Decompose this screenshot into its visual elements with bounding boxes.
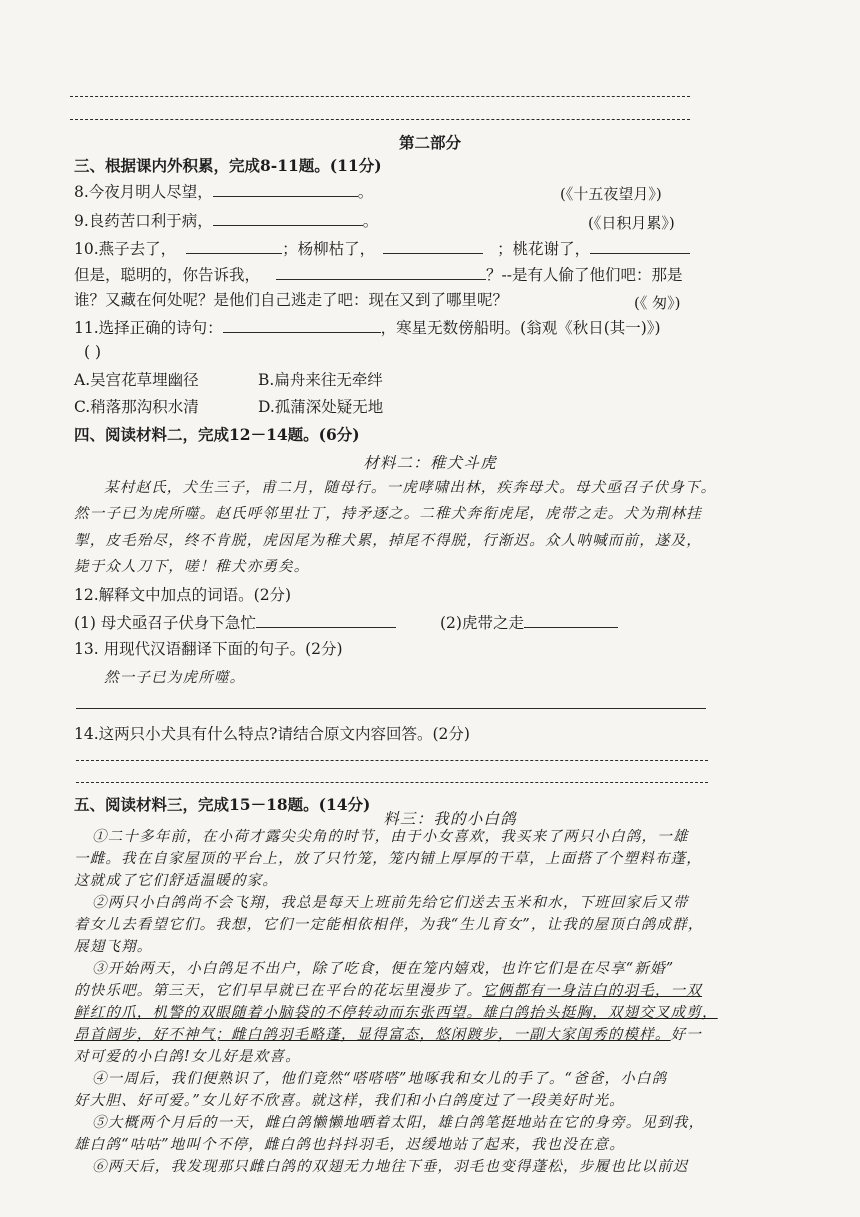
question-11	[74, 316, 661, 339]
answer-blank[interactable]	[524, 611, 618, 628]
passage-line: 着女儿去看望它们。我想，它们一定能相依相伴，为我“生儿育女”，让我的屋顶白鸽成群，	[74, 917, 704, 933]
question-text: 11.选择正确的诗句：	[74, 319, 223, 337]
passage-line: ①二十多年前，在小荷才露尖尖角的时节，由于小女喜欢，我买来了两只小白鸽，一雄	[92, 829, 689, 845]
question-10	[74, 237, 690, 260]
passage-line: 雄白鸽“咕咕”地叫个不停，雌白鸽也抖抖羽毛，迟缓地站了起来，我也没在意。	[74, 1137, 626, 1153]
answer-line	[70, 96, 690, 97]
passage-line: ③开始两天，小白鸽足不出户，除了吃食，便在笼内嬉戏，也许它们是在尽享“新婚”	[92, 961, 675, 977]
poem-source: (《 匆》)	[634, 294, 681, 312]
section-heading: 三、根据课内外积累，完成8-11题。(11分)	[74, 156, 382, 175]
passage-line: 好大胆、好可爱。”女儿好不欣喜。就这样，我们和小白鸽度过了一段美好时光。	[74, 1093, 625, 1109]
answer-line[interactable]	[76, 782, 708, 783]
passage-line: 某村赵氏，犬生三子，甫二月，随母行。一虎哮啸出林，疾奔母犬。母犬亟召子伏身下。	[104, 480, 717, 496]
question-12: 12.解释文中加点的词语。(2分)	[74, 586, 292, 604]
question-13: 13. 用现代汉语翻译下面的句子。(2分)	[74, 640, 343, 658]
material-title: 料三：我的小白鸽	[383, 810, 517, 828]
question-10-line3	[74, 289, 508, 311]
answer-blank[interactable]	[213, 209, 363, 226]
question-text: 9.良药苦口利于病，	[74, 212, 213, 230]
option-a: A.吴宫花草埋幽径	[74, 371, 199, 389]
answer-blank[interactable]	[590, 237, 690, 254]
question-12-2	[440, 611, 618, 634]
underlined-text: 它俩都有一身洁白的羽毛，一双	[482, 983, 703, 999]
question-text: 谁？又藏在何处呢？是他们自己逃走了吧：现在又到了哪里呢？	[74, 291, 509, 309]
punct: 。	[362, 212, 379, 230]
underlined-text: 昂首阔步，好不神气；雌白鸽羽毛略蓬，显得富态，悠闲踱步，一副大家闺秀的模样。	[74, 1027, 671, 1043]
passage-line: ②两只小白鸽尚不会飞翔，我总是每天上班前先给它们送去玉米和水，下班回家后又带	[92, 895, 689, 911]
answer-line	[70, 119, 690, 120]
passage-line	[74, 980, 702, 1002]
passage-line: ④一周后，我们便熟识了，他们竟然“嗒嗒嗒”地啄我和女儿的手了。“爸爸，小白鸽	[92, 1071, 668, 1087]
question-text: 8.今夜月明人尽望，	[74, 183, 213, 201]
passage-line: 掣，皮毛殆尽，终不肯脱，虎因尾为稚犬累，掉尾不得脱，行渐迟。众人呐喊而前，遂及，	[74, 533, 702, 549]
question-text: ；杨柳枯了，	[282, 240, 376, 258]
punct: 。	[357, 183, 374, 201]
question-text: ，寒星无数傍船明。(翁观《秋日(其一)》)	[380, 319, 661, 337]
passage-text: 的快乐吧。第三天，它们早早就已在平台的花坛里漫步了。	[74, 983, 483, 999]
answer-blank[interactable]	[223, 316, 381, 333]
passage-line: 对可爱的小白鸽!女儿好是欢喜。	[74, 1049, 301, 1065]
passage-line: ⑥两天后，我发现那只雌白鸽的双翅无力地往下垂，羽毛也变得蓬松，步履也比以前迟	[92, 1159, 689, 1175]
passage-line: 毙于众人刀下，嗟！稚犬亦勇矣。	[74, 559, 310, 575]
answer-blank[interactable]	[256, 611, 396, 628]
question-text: ？--是有人偷了他们吧：那是	[486, 266, 683, 284]
question-text: 但是，聪明的，你告诉我，	[74, 266, 261, 284]
answer-blank[interactable]	[276, 263, 486, 280]
answer-line[interactable]	[76, 760, 708, 761]
option-c: C.稍落那沟积水清	[74, 398, 199, 416]
material-title: 材料二：稚犬斗虎	[363, 454, 497, 472]
section-heading: 四、阅读材料二，完成12－14题。(6分)	[74, 425, 360, 444]
passage-line: ⑤大概两个月后的一天，雌白鸽懒懒地晒着太阳，雄白鸽笔挺地站在它的身旁。见到我，	[92, 1115, 705, 1131]
poem-source: (《十五夜望月》)	[560, 185, 662, 203]
section-heading: 五、阅读材料三，完成15－18题。(14分)	[74, 795, 371, 814]
passage-text: 好一	[670, 1027, 703, 1043]
question-8	[74, 180, 373, 203]
passage-line	[74, 1024, 702, 1046]
answer-blank[interactable]	[186, 237, 282, 254]
question-text: 10.燕子去了，	[74, 240, 177, 258]
question-text: (2)虎带之走	[440, 614, 524, 632]
question-text: (1) 母犬亟召子伏身下急忙	[74, 614, 256, 632]
option-d: D.孤蒲深处疑无地	[258, 398, 384, 416]
question-text: ；桃花谢了，	[497, 240, 591, 258]
passage-line: 展翅飞翔。	[74, 939, 153, 955]
part-title: 第二部分	[398, 133, 461, 152]
translate-sentence: 然一子已为虎所噬。	[104, 670, 246, 686]
passage-line: 然一子已为虎所噬。赵氏呼邻里壮丁，持矛逐之。二稚犬奔衔虎尾，虎带之走。犬为荆林挂	[74, 506, 702, 522]
option-b: B.扁舟来往无牵绊	[258, 371, 383, 389]
answer-blank[interactable]	[213, 180, 358, 197]
question-12-1	[74, 611, 396, 634]
passage-line: 这就成了它们舒适温暖的家。	[74, 873, 279, 889]
underlined-text: 鲜红的爪，机警的双眼随着小脑袋的不停转动而东张西望。雄白鸽抬头挺胸，双翅交叉成剪，	[74, 1005, 718, 1021]
answer-line[interactable]	[76, 708, 706, 709]
answer-paren[interactable]: ( )	[84, 343, 102, 361]
passage-line: 一雌。我在自家屋顶的平台上，放了只竹笼，笼内铺上厚厚的干草，上面搭了个塑料布蓬，	[74, 851, 702, 867]
answer-blank[interactable]	[383, 237, 483, 254]
poem-source: (《日积月累》)	[588, 214, 675, 232]
question-10-line2	[74, 263, 683, 286]
question-9	[74, 209, 378, 232]
question-14: 14.这两只小犬具有什么特点?请结合原文内容回答。(2分)	[74, 725, 470, 743]
